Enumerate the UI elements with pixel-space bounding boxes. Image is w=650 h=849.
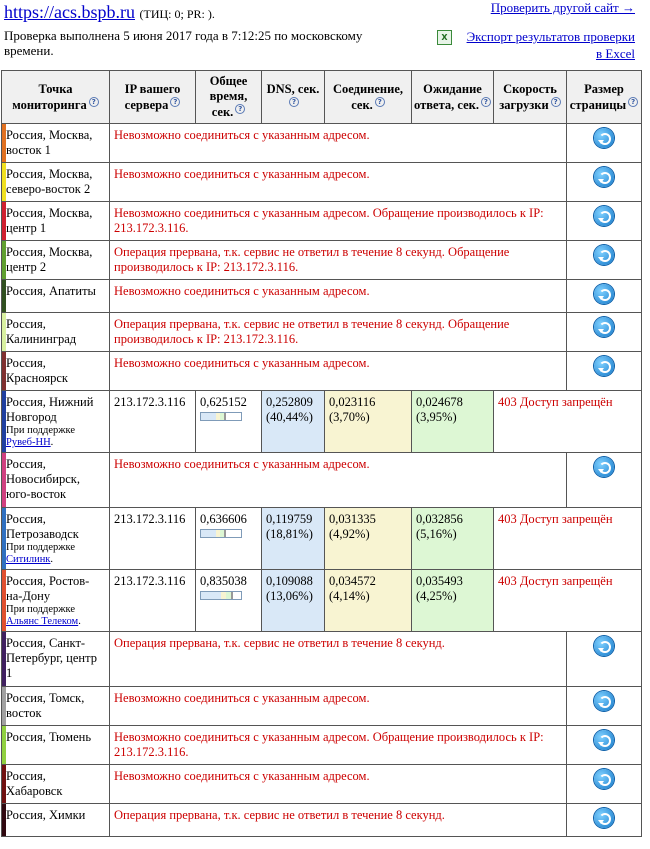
total-time: 0,625152 [200, 395, 247, 410]
location-color-bar [2, 280, 6, 312]
table-row [2, 687, 642, 726]
wait-percent: (4,25%) [416, 589, 457, 604]
dns-time: 0,109088 [266, 574, 313, 589]
refresh-icon[interactable] [594, 128, 614, 148]
wait-percent: (5,16%) [416, 527, 457, 542]
check-other-site-link[interactable]: Проверить другой сайт → [490, 0, 635, 15]
refresh-icon[interactable] [594, 457, 614, 477]
error-message: Невозможно соединиться с указанным адресом. [110, 453, 567, 508]
question-icon[interactable]: ? [628, 97, 638, 107]
wait-percent: (3,95%) [416, 410, 457, 425]
refresh-icon[interactable] [594, 206, 614, 226]
refresh-cell [567, 765, 642, 804]
wait-time: 0,024678 [416, 395, 463, 410]
monitoring-point-cell [2, 804, 110, 837]
location-name: Россия, Калининград [6, 317, 77, 347]
timing-bar-segment [201, 413, 216, 420]
timing-bar-segment [201, 530, 216, 537]
refresh-cell [567, 632, 642, 687]
column-header [494, 71, 567, 124]
question-icon[interactable]: ? [375, 97, 385, 107]
monitoring-point-cell [2, 202, 110, 241]
column-header-label: DNS, сек. [266, 81, 320, 96]
support-prefix: При поддержке [6, 425, 75, 437]
error-message: Операция прервана, т.к. сервис не ответил в течение 8 секунд. [110, 804, 567, 837]
table-row [2, 632, 642, 687]
timing-bar-segment [201, 592, 221, 599]
table-row [2, 726, 642, 765]
refresh-icon[interactable] [594, 356, 614, 376]
export-label-line1[interactable]: Экспорт результатов проверки [466, 29, 635, 44]
location-name: Россия, Нижний Новгород [6, 395, 94, 425]
monitoring-point-cell [2, 280, 110, 313]
refresh-icon[interactable] [594, 808, 614, 828]
monitoring-point-cell [2, 313, 110, 352]
location-color-bar [2, 453, 6, 507]
error-message: Невозможно соединиться с указанным адресом. Обращение производилось к IP: 213.172.3.116. [110, 202, 567, 241]
error-message: Невозможно соединиться с указанным адресом. [110, 765, 567, 804]
dns-time-cell [262, 508, 325, 570]
location-color-bar [2, 632, 6, 686]
question-icon[interactable]: ? [89, 97, 99, 107]
check-date-text: Проверка выполнена 5 июня 2017 года в 7:12:25 по московскому времени. [4, 28, 363, 58]
support-link[interactable]: Ситилинк [6, 554, 51, 566]
refresh-icon[interactable] [594, 317, 614, 337]
monitoring-point-cell [2, 391, 110, 453]
refresh-icon[interactable] [594, 284, 614, 304]
error-message: Невозможно соединиться с указанным адресом. [110, 163, 567, 202]
connect-time: 0,034572 [329, 574, 376, 589]
column-header [325, 71, 412, 124]
location-name: Россия, Ростов-на-Дону [6, 574, 90, 604]
site-url-link[interactable]: https://acs.bspb.ru [4, 2, 135, 22]
export-excel-link[interactable] [425, 28, 635, 62]
monitoring-point-cell [2, 765, 110, 804]
timing-bar-segment [224, 530, 226, 537]
refresh-cell [567, 453, 642, 508]
question-icon[interactable]: ? [170, 97, 180, 107]
table-row [2, 280, 642, 313]
wait-time-cell [412, 391, 494, 453]
monitoring-point-cell [2, 726, 110, 765]
timing-bar [200, 412, 242, 421]
column-header-label: Размер страницы [569, 81, 627, 112]
location-color-bar [2, 687, 6, 725]
refresh-cell [567, 280, 642, 313]
location-color-bar [2, 804, 6, 836]
location-color-bar [2, 570, 6, 631]
refresh-icon[interactable] [594, 730, 614, 750]
location-name: Россия, Москва, северо-восток 2 [6, 167, 93, 197]
refresh-cell [567, 241, 642, 280]
location-name: Россия, Тюмень [6, 730, 92, 745]
http-status: 403 Доступ запрещён [494, 570, 642, 632]
total-time: 0,636606 [200, 512, 247, 527]
location-name: Россия, Апатиты [6, 284, 96, 299]
error-message: Невозможно соединиться с указанным адресом. Обращение производилось к IP: 213.172.3.116. [110, 726, 567, 765]
location-color-bar [2, 391, 6, 452]
refresh-icon[interactable] [594, 769, 614, 789]
location-name: Россия, Петрозаводск [6, 512, 79, 542]
refresh-cell [567, 313, 642, 352]
table-row [2, 313, 642, 352]
location-color-bar [2, 124, 6, 162]
http-status: 403 Доступ запрещён [494, 508, 642, 570]
support-note: При поддержке Рувеб-НН. [6, 425, 75, 449]
refresh-icon[interactable] [594, 245, 614, 265]
connect-time: 0,031335 [329, 512, 376, 527]
refresh-cell [567, 124, 642, 163]
column-header [412, 71, 494, 124]
connect-time-cell [325, 570, 412, 632]
table-row [2, 124, 642, 163]
support-note: При поддержке Альянс Телеком. [6, 604, 81, 628]
monitoring-table [1, 70, 642, 837]
table-row [2, 804, 642, 837]
location-name: Россия, Санкт-Петербург, центр 1 [6, 636, 97, 681]
refresh-icon[interactable] [594, 636, 614, 656]
table-header-row [2, 71, 642, 124]
timing-bar-segment [231, 592, 233, 599]
server-ip: 213.172.3.116 [110, 508, 196, 570]
error-message: Невозможно соединиться с указанным адресом. [110, 124, 567, 163]
connect-percent: (4,14%) [329, 589, 370, 604]
location-name: Россия, Москва, центр 1 [6, 206, 93, 236]
refresh-icon[interactable] [594, 691, 614, 711]
timing-bar-segment [224, 413, 226, 420]
location-color-bar [2, 508, 6, 569]
location-name: Россия, Красноярск [6, 356, 69, 386]
table-row [2, 391, 642, 453]
connect-percent: (4,92%) [329, 527, 370, 542]
column-header-label: Скорость загрузки [499, 81, 557, 112]
monitoring-point-cell [2, 453, 110, 508]
dns-percent: (13,06%) [266, 589, 313, 604]
column-header-label: Ожидание ответа, сек. [414, 81, 482, 112]
monitoring-point-cell [2, 352, 110, 391]
refresh-icon[interactable] [594, 167, 614, 187]
question-icon[interactable]: ? [481, 97, 491, 107]
connect-time: 0,023116 [329, 395, 376, 410]
location-name: Россия, Химки [6, 808, 86, 823]
table-row [2, 765, 642, 804]
column-header-label: Соединение, сек. [332, 81, 403, 112]
location-name: Россия, Хабаровск [6, 769, 63, 799]
table-row [2, 352, 642, 391]
location-color-bar [2, 163, 6, 201]
total-time: 0,835038 [200, 574, 247, 589]
column-header [2, 71, 110, 124]
monitoring-point-cell [2, 632, 110, 687]
connect-time-cell [325, 391, 412, 453]
dns-time: 0,252809 [266, 395, 313, 410]
location-name: Россия, Новосибирск, юго-восток [6, 457, 80, 502]
wait-time-cell [412, 508, 494, 570]
refresh-cell [567, 163, 642, 202]
connect-time-cell [325, 508, 412, 570]
total-time-cell [196, 570, 262, 632]
table-body [2, 124, 642, 837]
monitoring-point-cell [2, 570, 110, 632]
monitoring-point-cell [2, 241, 110, 280]
dns-percent: (40,44%) [266, 410, 313, 425]
timing-bar [200, 529, 242, 538]
column-header [262, 71, 325, 124]
refresh-cell [567, 687, 642, 726]
connect-percent: (3,70%) [329, 410, 370, 425]
support-prefix: При поддержке [6, 542, 75, 554]
total-time-cell [196, 391, 262, 453]
dns-time: 0,119759 [266, 512, 313, 527]
refresh-cell [567, 804, 642, 837]
location-color-bar [2, 352, 6, 390]
dns-percent: (18,81%) [266, 527, 313, 542]
monitoring-point-cell [2, 163, 110, 202]
location-color-bar [2, 765, 6, 803]
support-prefix: При поддержке [6, 604, 75, 616]
monitoring-point-cell [2, 508, 110, 570]
wait-time: 0,035493 [416, 574, 463, 589]
column-header [110, 71, 196, 124]
column-header [196, 71, 262, 124]
excel-icon[interactable]: X [437, 30, 452, 45]
table-row [2, 570, 642, 632]
wait-time: 0,032856 [416, 512, 463, 527]
table-row [2, 508, 642, 570]
column-header-label: Точка мониторинга [12, 81, 87, 112]
location-color-bar [2, 241, 6, 279]
monitoring-point-cell [2, 124, 110, 163]
table-row [2, 202, 642, 241]
error-message: Операция прервана, т.к. сервис не ответил в течение 8 секунд. Обращение производилось к IP: 213.172.3.116. [110, 241, 567, 280]
total-time-cell [196, 508, 262, 570]
wait-time-cell [412, 570, 494, 632]
server-ip: 213.172.3.116 [110, 570, 196, 632]
dns-time-cell [262, 391, 325, 453]
location-name: Россия, Москва, восток 1 [6, 128, 93, 158]
table-row [2, 453, 642, 508]
column-header [567, 71, 642, 124]
monitoring-point-cell [2, 687, 110, 726]
question-icon[interactable]: ? [551, 97, 561, 107]
table-row [2, 163, 642, 202]
site-meta: (ТИЦ: 0; PR: ). [139, 7, 215, 21]
location-color-bar [2, 313, 6, 351]
error-message: Невозможно соединиться с указанным адресом. [110, 687, 567, 726]
error-message: Операция прервана, т.к. сервис не ответил в течение 8 секунд. [110, 632, 567, 687]
location-color-bar [2, 726, 6, 764]
location-color-bar [2, 202, 6, 240]
support-note: При поддержке Ситилинк. [6, 542, 75, 566]
column-header-label: Общее время, сек. [209, 74, 248, 120]
dns-time-cell [262, 570, 325, 632]
support-link[interactable]: Альянс Телеком [6, 616, 79, 628]
site-title [4, 2, 215, 23]
refresh-cell [567, 352, 642, 391]
export-label-line2[interactable]: в Excel [596, 46, 635, 61]
timing-bar [200, 591, 242, 600]
location-name: Россия, Томск, восток [6, 691, 85, 721]
http-status: 403 Доступ запрещён [494, 391, 642, 453]
support-link[interactable]: Рувеб-НН [6, 437, 51, 449]
server-ip: 213.172.3.116 [110, 391, 196, 453]
question-icon[interactable]: ? [235, 104, 245, 114]
error-message: Операция прервана, т.к. сервис не ответил в течение 8 секунд. Обращение производилось к IP: 213.172.3.116. [110, 313, 567, 352]
error-message: Невозможно соединиться с указанным адресом. [110, 352, 567, 391]
refresh-cell [567, 726, 642, 765]
refresh-cell [567, 202, 642, 241]
question-icon[interactable]: ? [289, 97, 299, 107]
location-name: Россия, Москва, центр 2 [6, 245, 93, 275]
error-message: Невозможно соединиться с указанным адресом. [110, 280, 567, 313]
table-row [2, 241, 642, 280]
column-header-label: IP вашего сервера [124, 81, 181, 112]
